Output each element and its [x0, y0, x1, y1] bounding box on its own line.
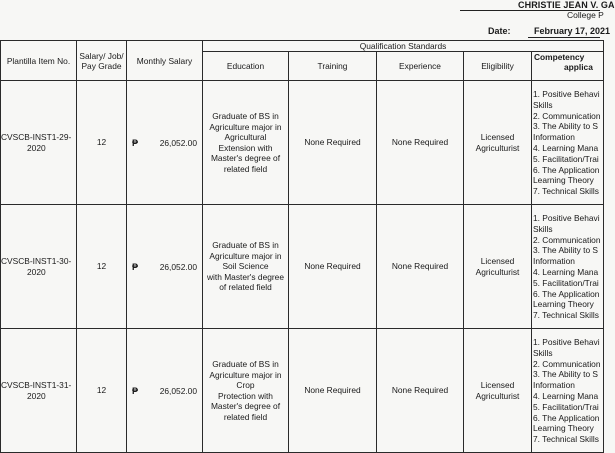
salary-amount: 26,052.00 — [159, 137, 197, 148]
col-header-salary-grade: Salary/ Job/ Pay Grade — [77, 41, 127, 81]
signatory-role: College P — [567, 10, 604, 20]
monthly-salary-cell — [127, 81, 203, 205]
salary-amount: 26,052.00 — [159, 385, 197, 396]
eligibility-cell: Licensed Agriculturist — [464, 81, 532, 205]
date-underline — [528, 37, 600, 38]
date-value: February 17, 2021 — [534, 26, 611, 36]
col-header-competency-line1: Competency — [534, 52, 585, 62]
eligibility-cell: Licensed Agriculturist — [464, 205, 532, 329]
col-header-experience: Experience — [377, 52, 464, 81]
table-row — [1, 205, 604, 329]
competency-cell: 1. Positive Behavi Skills 2. Communication 3. The Ability to S Information 4. Learning Mana 5. Facilitation/Trai 6. The Application Learning Theory 7. Technical Skills — [532, 81, 604, 205]
salary-grade-cell: 12 — [77, 329, 127, 453]
col-header-eligibility: Eligibility — [464, 52, 532, 81]
experience-cell: None Required — [377, 81, 464, 205]
training-cell: None Required — [289, 81, 377, 205]
training-cell: None Required — [289, 329, 377, 453]
monthly-salary-cell — [127, 329, 203, 453]
experience-cell: None Required — [377, 329, 464, 453]
table-row — [1, 329, 604, 453]
plantilla-item-cell: CVSCB-INST1-29- 2020 — [1, 81, 77, 205]
training-cell: None Required — [289, 205, 377, 329]
peso-icon: ₱ — [132, 385, 139, 396]
education-cell: Graduate of BS in Agriculture major in Crop Protection with Master's degree of related field — [203, 329, 289, 453]
salary-grade-cell: 12 — [77, 81, 127, 205]
qualification-table — [0, 40, 604, 453]
monthly-salary-cell — [127, 205, 203, 329]
competency-cell: 1. Positive Behavi Skills 2. Communication 3. The Ability to S Information 4. Learning Mana 5. Facilitation/Trai 6. The Application Learning Theory 7. Technical Skills — [532, 329, 604, 453]
col-header-qualification-standards: Qualification Standards — [203, 41, 604, 52]
education-cell: Graduate of BS in Agriculture major in Soil Science with Master's degree of related field — [203, 205, 289, 329]
plantilla-item-cell: CVSCB-INST1-31- 2020 — [1, 329, 77, 453]
competency-cell: 1. Positive Behavi Skills 2. Communication 3. The Ability to S Information 4. Learning Mana 5. Facilitation/Trai 6. The Application Learning Theory 7. Technical Skills — [532, 205, 604, 329]
date-label: Date: — [488, 26, 511, 36]
col-header-training: Training — [289, 52, 377, 81]
experience-cell: None Required — [377, 205, 464, 329]
table-row — [1, 81, 604, 205]
plantilla-item-cell: CVSCB-INST1-30- 2020 — [1, 205, 77, 329]
signatory-name: CHRISTIE JEAN V. GA — [518, 0, 615, 10]
eligibility-cell: Licensed Agriculturist — [464, 329, 532, 453]
peso-icon: ₱ — [132, 137, 139, 148]
salary-amount: 26,052.00 — [159, 261, 197, 272]
peso-icon: ₱ — [132, 261, 139, 272]
col-header-education: Education — [203, 52, 289, 81]
col-header-monthly-salary: Monthly Salary — [127, 41, 203, 81]
salary-grade-cell: 12 — [77, 205, 127, 329]
col-header-competency-line2: applica — [564, 62, 593, 72]
col-header-competency — [532, 52, 604, 81]
col-header-plantilla: Plantilla Item No. — [1, 41, 77, 81]
education-cell: Graduate of BS in Agriculture major in Agricultural Extension with Master's degree of related field — [203, 81, 289, 205]
